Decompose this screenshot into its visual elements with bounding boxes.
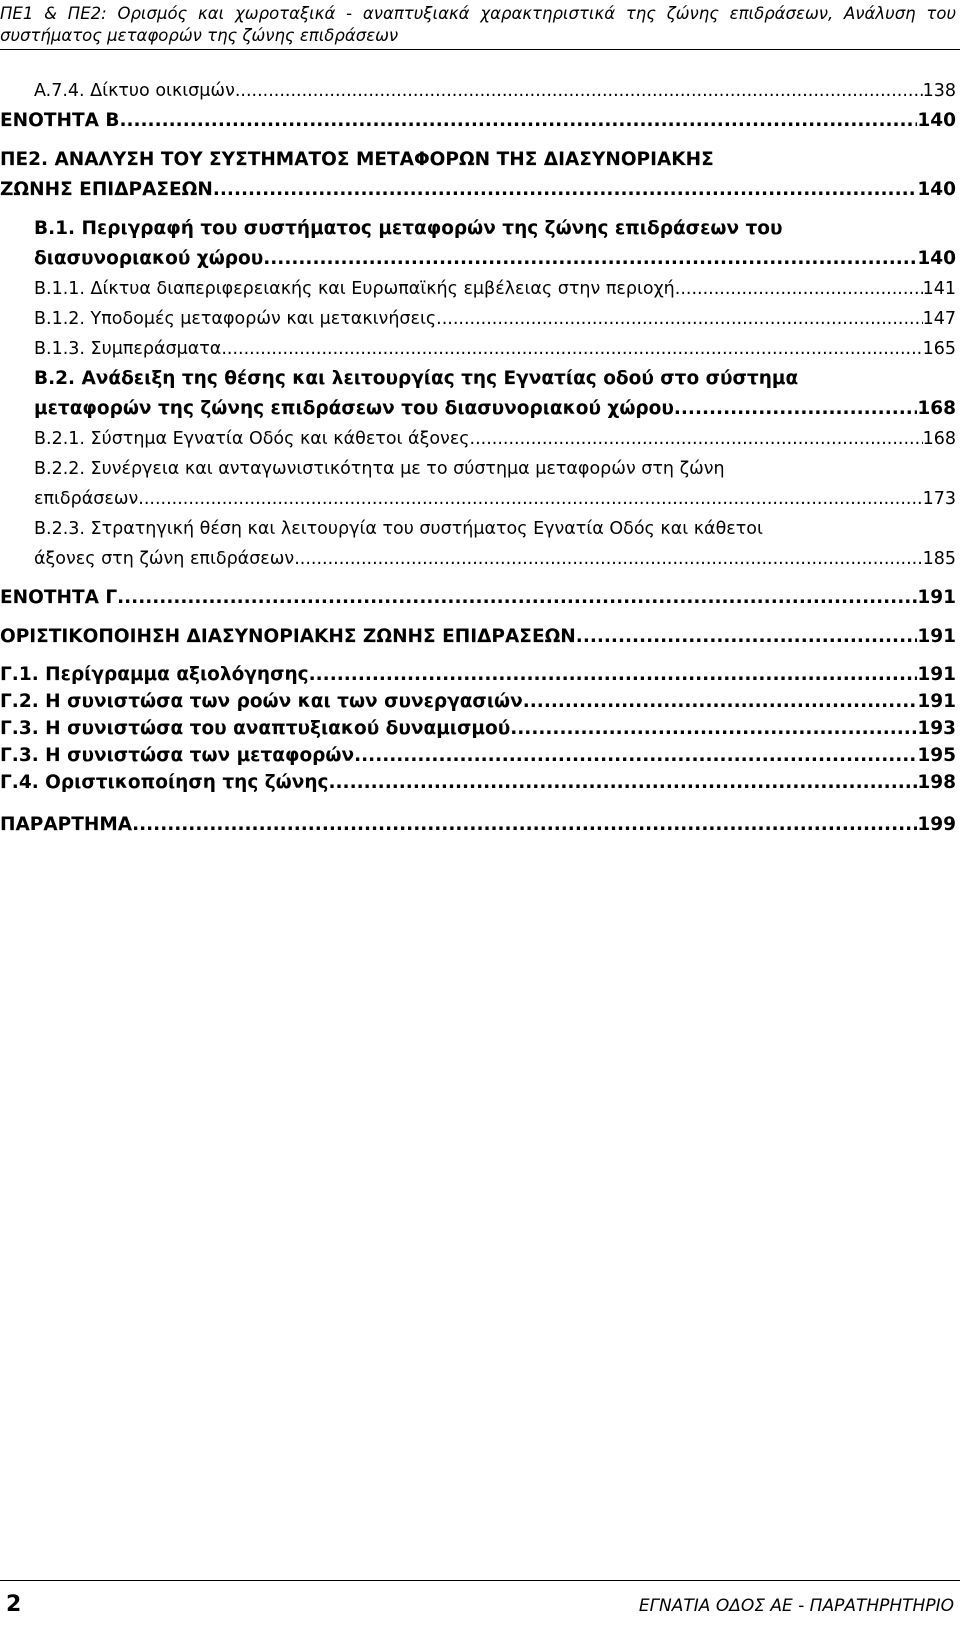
- toc-leader: [138, 484, 922, 514]
- toc-entry-title: ΠΕ2. ΑΝΑΛΥΣΗ ΤΟΥ ΣΥΣΤΗΜΑΤΟΣ ΜΕΤΑΦΟΡΩΝ ΤΗΣ ΔΙΑΣΥΝΟΡΙΑΚΗΣ: [0, 149, 714, 170]
- toc-entry-title: ΕΝΟΤΗΤΑ Γ: [0, 587, 118, 608]
- toc-entry-title: Γ.3. Η συνιστώσα του αναπτυξιακού δυναμισμού: [0, 718, 511, 739]
- toc-entry-title-cont: ΖΩΝΗΣ ΕΠΙΔΡΑΣΕΩΝ: [0, 179, 213, 200]
- toc-entry-title-cont: άξονες στη ζώνη επιδράσεων: [34, 549, 295, 569]
- toc-entry[interactable]: [0, 622, 956, 652]
- toc-entry-title: Β.1.2. Υποδομές μεταφορών και μετακινήσεις: [34, 309, 437, 329]
- toc-entry-title: Β.2. Ανάδειξη της θέσης και λειτουργίας της Εγνατίας οδού στο σύστημα: [34, 368, 799, 389]
- toc-entry-title: Γ.4. Οριστικοποίηση της ζώνης: [0, 772, 329, 793]
- toc-leader: [675, 274, 923, 304]
- footer-divider: [0, 1580, 960, 1581]
- toc-entry[interactable]: [0, 661, 956, 688]
- toc-entry[interactable]: [0, 688, 956, 715]
- toc-page-number: 185: [922, 549, 956, 569]
- toc-leader: [221, 334, 922, 364]
- toc-entry[interactable]: [0, 583, 956, 613]
- toc-page-number: 168: [917, 398, 956, 419]
- toc-entry[interactable]: [0, 715, 956, 742]
- toc-entry-title: ΕΝΟΤΗΤΑ Β: [0, 110, 120, 131]
- toc-leader: [328, 769, 917, 796]
- toc-entry-title: Γ.3. Η συνιστώσα των μεταφορών: [0, 745, 355, 766]
- toc-entry[interactable]: [0, 106, 956, 136]
- toc-entry[interactable]: [0, 76, 956, 106]
- toc-leader: [510, 715, 917, 742]
- toc-page-number: 199: [917, 814, 956, 835]
- toc-leader: [436, 304, 922, 334]
- toc-entry[interactable]: [0, 214, 956, 274]
- toc-entry[interactable]: [0, 454, 956, 514]
- toc-entry-title: Β.1.1. Δίκτυα διαπεριφερειακής και Ευρωπαϊκής εμβέλειας στην περιοχή: [34, 279, 675, 299]
- toc-leader: [117, 583, 917, 613]
- toc-leader: [470, 424, 923, 454]
- toc-page-number: 193: [917, 718, 956, 739]
- table-of-contents: [0, 76, 956, 840]
- toc-leader: [309, 661, 918, 688]
- toc-entry[interactable]: [0, 364, 956, 424]
- toc-entry[interactable]: [0, 742, 956, 769]
- toc-entry-title-cont: επιδράσεων: [34, 489, 139, 509]
- running-header: [0, 0, 960, 50]
- toc-entry-title: Γ.1. Περίγραμμα αξιολόγησης: [0, 664, 309, 685]
- toc-page-number: 198: [917, 772, 956, 793]
- toc-entry[interactable]: [0, 424, 956, 454]
- toc-entry-title: A.7.4. Δίκτυο οικισμών: [34, 81, 235, 101]
- toc-page-number: 140: [917, 179, 956, 200]
- toc-entry[interactable]: [0, 274, 956, 304]
- toc-leader: [132, 810, 917, 840]
- toc-entry-title: ΠΑΡΑΡΤΗΜΑ: [0, 814, 133, 835]
- toc-page-number: 173: [922, 489, 956, 509]
- toc-page-number: 195: [917, 745, 956, 766]
- toc-page-number: 191: [917, 691, 956, 712]
- toc-page-number: 191: [917, 587, 956, 608]
- toc-page-number: 141: [922, 279, 956, 299]
- toc-leader: [213, 175, 918, 205]
- toc-leader: [119, 106, 917, 136]
- toc-page-number: 140: [917, 110, 956, 131]
- toc-leader: [263, 244, 917, 274]
- page-footer: [0, 1580, 960, 1632]
- header-divider: [0, 49, 960, 50]
- toc-leader: [576, 622, 918, 652]
- toc-entry[interactable]: [0, 769, 956, 796]
- toc-entry-title: Β.2.2. Συνέργεια και ανταγωνιστικότητα με το σύστημα μεταφορών στη ζώνη: [34, 459, 725, 479]
- toc-page-number: 191: [917, 664, 956, 685]
- toc-entry-title: ΟΡΙΣΤΙΚΟΠΟΙΗΣΗ ΔΙΑΣΥΝΟΡΙΑΚΗΣ ΖΩΝΗΣ ΕΠΙΔΡΑΣΕΩΝ: [0, 626, 576, 647]
- toc-entry[interactable]: [0, 145, 956, 205]
- toc-entry[interactable]: [0, 334, 956, 364]
- toc-entry-title-cont: μεταφορών της ζώνης επιδράσεων του διασυνοριακού χώρου: [34, 398, 674, 419]
- toc-entry-title: Β.2.3. Στρατηγική θέση και λειτουργία του συστήματος Εγνατία Οδός και κάθετοι: [34, 519, 763, 539]
- toc-entry-title-cont: διασυνοριακού χώρου: [34, 248, 264, 269]
- toc-entry-title: Β.1. Περιγραφή του συστήματος μεταφορών της ζώνης επιδράσεων του: [34, 218, 783, 239]
- footer-publisher: ΕΓΝΑΤΙΑ ΟΔΟΣ ΑΕ - ΠΑΡΑΤΗΡΗΤΗΡΙΟ: [638, 1596, 954, 1616]
- toc-leader: [674, 394, 918, 424]
- toc-page-number: 147: [922, 309, 956, 329]
- toc-page-number: 140: [917, 248, 956, 269]
- toc-entry[interactable]: [0, 514, 956, 574]
- toc-page-number: 138: [922, 81, 956, 101]
- toc-entry[interactable]: [0, 304, 956, 334]
- running-title: ΠΕ1 & ΠΕ2: Ορισμός και χωροταξικά - αναπτυξιακά χαρακτηριστικά της ζώνης επιδράσεων, Ανάλυση του συστήματος μεταφορών της ζώνης επιδράσεων: [0, 4, 956, 45]
- page-number: 2: [6, 1592, 22, 1617]
- toc-leader: [354, 742, 917, 769]
- toc-leader: [294, 544, 922, 574]
- toc-entry-title: Γ.2. Η συνιστώσα των ροών και των συνεργασιών: [0, 691, 523, 712]
- toc-entry-title: Β.2.1. Σύστημα Εγνατία Οδός και κάθετοι άξονες: [34, 429, 470, 449]
- toc-entry[interactable]: [0, 810, 956, 840]
- toc-page-number: 168: [922, 429, 956, 449]
- toc-page-number: 191: [917, 626, 956, 647]
- toc-leader: [235, 76, 923, 106]
- toc-leader: [523, 688, 918, 715]
- toc-entry-title: Β.1.3. Συμπεράσματα: [34, 339, 222, 359]
- toc-page-number: 165: [922, 339, 956, 359]
